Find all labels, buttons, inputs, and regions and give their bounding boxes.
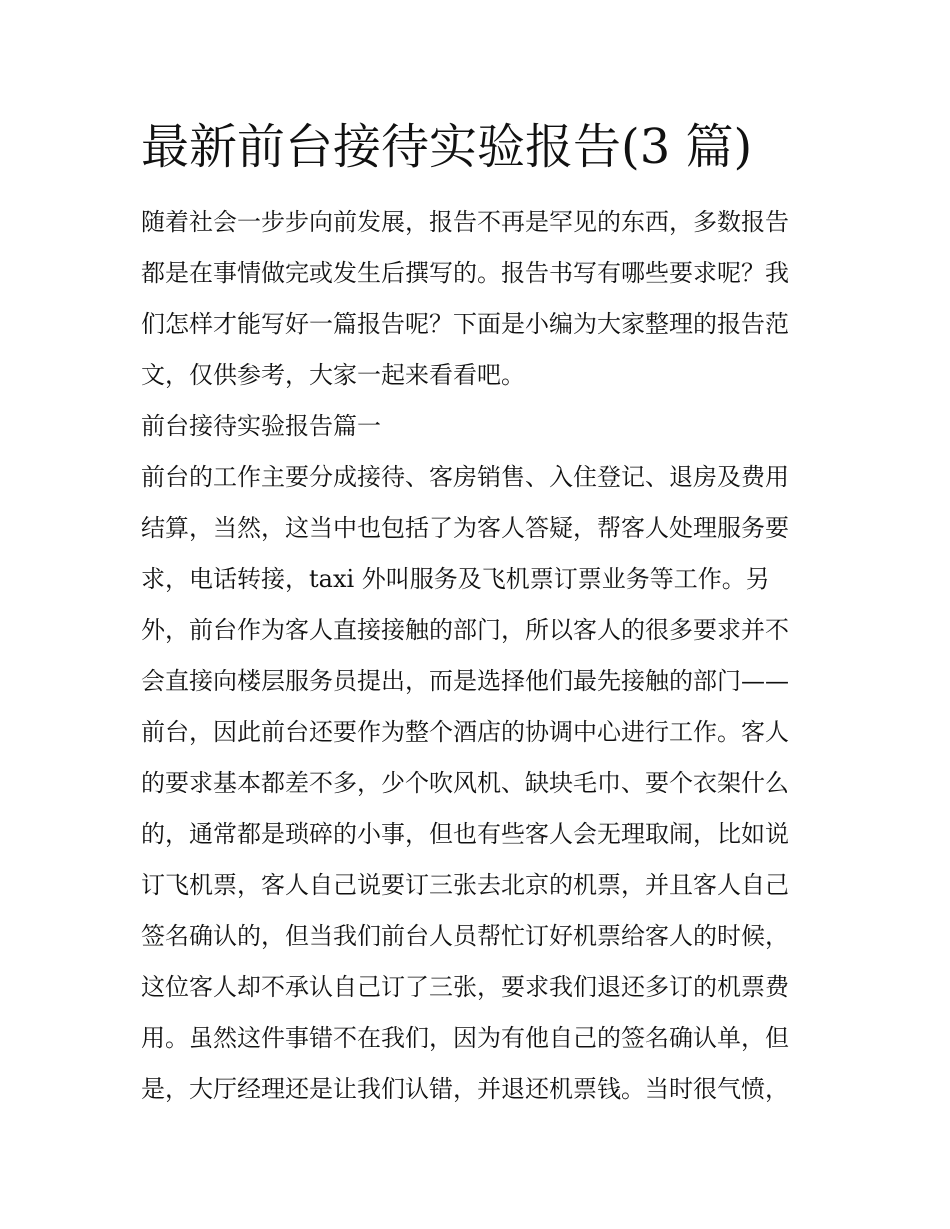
document-body — [141, 197, 813, 1115]
body-line: 外，前台作为客人直接接触的部门，所以客人的很多要求并不 — [141, 616, 789, 644]
body-line: 是，大厅经理还是让我们认错，并退还机票钱。当时很气愤， — [141, 1075, 789, 1103]
body-line: 随着社会一步步向前发展，报告不再是罕见的东西，多数报告 — [141, 208, 789, 236]
body-line: 文，仅供参考，大家一起来看看吧。 — [141, 361, 525, 389]
document-title: 最新前台接待实验报告(3 篇) — [141, 119, 753, 175]
body-line: 用。虽然这件事错不在我们，因为有他自己的签名确认单，但 — [141, 1024, 789, 1052]
body-line: 前台的工作主要分成接待、客房销售、入住登记、退房及费用 — [141, 463, 789, 491]
body-line: 会直接向楼层服务员提出，而是选择他们最先接触的部门—— — [141, 667, 789, 695]
body-line: 前台，因此前台还要作为整个酒店的协调中心进行工作。客人 — [141, 718, 789, 746]
body-line: 签名确认的，但当我们前台人员帮忙订好机票给客人的时候， — [141, 922, 789, 950]
body-line: 订飞机票，客人自己说要订三张去北京的机票，并且客人自己 — [141, 871, 789, 899]
body-line: 们怎样才能写好一篇报告呢？下面是小编为大家整理的报告范 — [141, 310, 789, 338]
body-line: 结算，当然，这当中也包括了为客人答疑，帮客人处理服务要 — [141, 514, 789, 542]
section-heading: 前台接待实验报告篇一 — [141, 412, 381, 440]
body-line: 的，通常都是琐碎的小事，但也有些客人会无理取闹，比如说 — [141, 820, 789, 848]
body-line: 都是在事情做完或发生后撰写的。报告书写有哪些要求呢？我 — [141, 259, 789, 287]
body-line: 这位客人却不承认自己订了三张，要求我们退还多订的机票费 — [141, 973, 789, 1001]
body-line: 求，电话转接，taxi 外叫服务及飞机票订票业务等工作。另 — [141, 565, 770, 593]
body-line: 的要求基本都差不多，少个吹风机、缺块毛巾、要个衣架什么 — [141, 769, 789, 797]
